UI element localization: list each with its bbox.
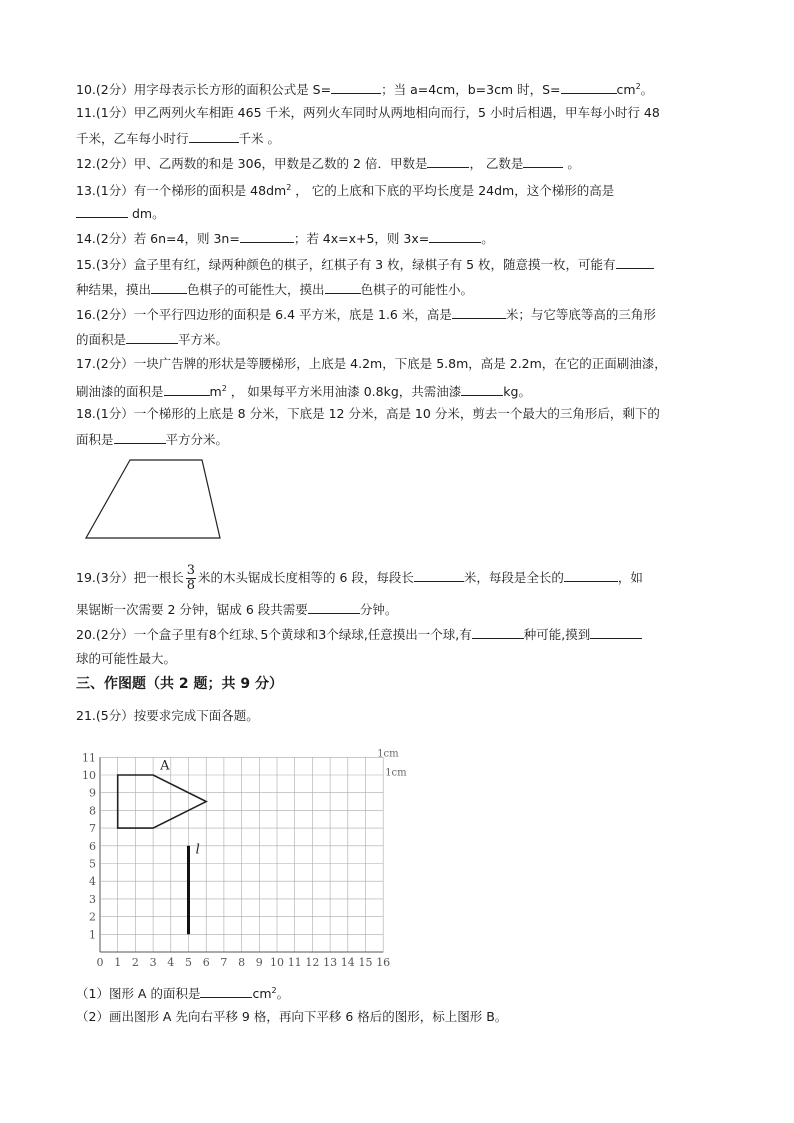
- question-15-line1: 15.(3分）盒子里有红，绿两种颜色的棋子，红棋子有 3 枚，绿棋子有 5 枚，随意摸一枚，可能有: [76, 255, 654, 274]
- x-tick-label: 0: [96, 956, 104, 969]
- answer-blank[interactable]: [164, 382, 210, 396]
- y-tick-label: 1: [89, 928, 96, 942]
- answer-blank[interactable]: [325, 280, 361, 294]
- answer-blank[interactable]: [561, 80, 617, 94]
- x-tick-label: 13: [323, 956, 338, 969]
- answer-blank[interactable]: [590, 625, 642, 639]
- answer-blank[interactable]: [461, 382, 503, 396]
- x-tick-label: 11: [287, 956, 302, 969]
- trapezoid-figure: [84, 458, 224, 542]
- x-tick-label: 10: [270, 956, 284, 969]
- question-12: 12.(2分）甲、乙两数的和是 306，甲数是乙数的 2 倍．甲数是 ， 乙数是 。: [76, 156, 580, 171]
- question-11-line2: 千米，乙车每小时行 千米 。: [76, 131, 280, 146]
- x-tick-label: 7: [220, 956, 228, 969]
- trapezoid-shape: [86, 460, 220, 538]
- x-tick-label: 12: [305, 956, 320, 969]
- answer-blank[interactable]: [414, 568, 464, 582]
- answer-blank[interactable]: [240, 229, 294, 243]
- answer-blank[interactable]: [616, 255, 654, 269]
- x-tick-label: 15: [358, 956, 373, 969]
- question-20-line2: 球的可能性最大。: [76, 651, 177, 666]
- shape-a-label: A: [160, 758, 170, 774]
- question-14: 14.(2分）若 6n=4，则 3n= ；若 4x=x+5，则 3x= 。: [76, 231, 494, 246]
- x-tick-label: 2: [131, 956, 139, 969]
- question-17-line1: 17.(2分）一块广告牌的形状是等腰梯形，上底是 4.2m，下底是 5.8m，高是 2.2m，在它的正面刷油漆，: [76, 356, 667, 371]
- x-tick-label: 8: [238, 956, 246, 969]
- y-tick-label: 7: [89, 822, 96, 836]
- answer-blank[interactable]: [76, 204, 128, 218]
- x-tick-label: 16: [376, 956, 391, 969]
- fraction: $\frac{3}{8}$: [186, 563, 195, 593]
- y-tick-label: 8: [89, 804, 96, 818]
- answer-blank[interactable]: [523, 154, 563, 168]
- y-tick-label: 4: [89, 875, 96, 889]
- y-tick-label: 2: [89, 910, 96, 924]
- answer-blank[interactable]: [308, 600, 360, 614]
- question-16-line1: 16.(2分）一个平行四边形的面积是 6.4 平方米，底是 1.6 米，高是 米；与它等底等高的三角形: [76, 307, 656, 322]
- unit-label: 1cm: [377, 748, 399, 760]
- x-tick-label: 4: [167, 956, 175, 969]
- coordinate-grid: [78, 738, 407, 970]
- y-tick-label: 5: [89, 857, 96, 871]
- unit-label: 1cm: [385, 767, 407, 779]
- question-21-part2: （2）画出图形 A 先向右平移 9 格，再向下平移 6 格后的图形，标上图形 B。: [76, 1009, 508, 1024]
- y-tick-label: 6: [89, 839, 96, 853]
- x-tick-label: 3: [149, 956, 157, 969]
- question-21-title: 21.(5分）按要求完成下面各题。: [76, 708, 259, 723]
- answer-blank[interactable]: [126, 330, 178, 344]
- shape-a: [118, 775, 207, 828]
- answer-blank[interactable]: [189, 129, 239, 143]
- question-11-line1: 11.(1分）甲乙两列火车相距 465 千米，两列火车同时从两地相向而行，5 小时后相遇，甲车每小时行 48: [76, 105, 660, 120]
- line-l-label: l: [195, 842, 200, 858]
- answer-blank[interactable]: [472, 625, 524, 639]
- question-19-line2: 果锯断一次需要 2 分钟，锯成 6 段共需要 分钟。: [76, 602, 398, 617]
- answer-blank[interactable]: [429, 229, 481, 243]
- question-18-line2: 面积是 平方分米。: [76, 432, 229, 447]
- x-tick-label: 1: [114, 956, 122, 969]
- x-tick-label: 6: [202, 956, 210, 969]
- question-21-part1: （1）图形 A 的面积是 $cm^2$。: [76, 986, 290, 1002]
- y-tick-label: 9: [89, 786, 96, 800]
- answer-blank[interactable]: [427, 154, 469, 168]
- question-16-line2: 的面积是 平方米。: [76, 332, 229, 347]
- question-20-line1: 20.(2分）一个盒子里有8个红球､5个黄球和3个绿球,任意摸出一个球,有 种可能,摸到: [76, 625, 642, 644]
- section-title: 三、作图题（共 2 题；共 9 分）: [76, 676, 283, 692]
- question-18-line1: 18.(1分）一个梯形的上底是 8 分米，下底是 12 分米，高是 10 分米，剪去一个最大的三角形后，剩下的: [76, 406, 660, 421]
- answer-blank[interactable]: [151, 280, 187, 294]
- question-13-line2: dm。: [76, 204, 165, 223]
- answer-blank[interactable]: [331, 80, 381, 94]
- question-19-line1: 19.(3分）把一根长 $\frac{3}{8}$ 米的木头锯成长度相等的 6 段，每段长 米，每段是全长的 ，如: [76, 563, 643, 593]
- answer-blank[interactable]: [114, 430, 166, 444]
- answer-blank[interactable]: [200, 984, 252, 998]
- x-tick-label: 5: [185, 956, 192, 969]
- question-10: 10.(2分）用字母表示长方形的面积公式是 S= ；当 a=4cm，b=3cm 时，$S= cm^2$。: [76, 82, 654, 98]
- question-17-line2: 刷油漆的面积是 $m^2$ ， 如果每平方米用油漆 0.8kg，共需油漆 kg。: [76, 384, 531, 400]
- answer-blank[interactable]: [564, 568, 618, 582]
- y-tick-label: 10: [82, 769, 96, 782]
- answer-blank[interactable]: [452, 305, 506, 319]
- x-tick-label: 9: [255, 956, 263, 969]
- question-13-line1: 13.(1分）有一个梯形的面积是 $48dm^2$ ， 它的上底和下底的平均长度是 24dm，这个梯形的高是: [76, 183, 615, 199]
- y-tick-label: 11: [82, 751, 96, 765]
- x-tick-label: 14: [340, 956, 355, 969]
- question-15-line2: 种结果，摸出 色棋子的可能性大，摸出 色棋子的可能性小。: [76, 282, 474, 297]
- y-tick-label: 3: [89, 892, 96, 906]
